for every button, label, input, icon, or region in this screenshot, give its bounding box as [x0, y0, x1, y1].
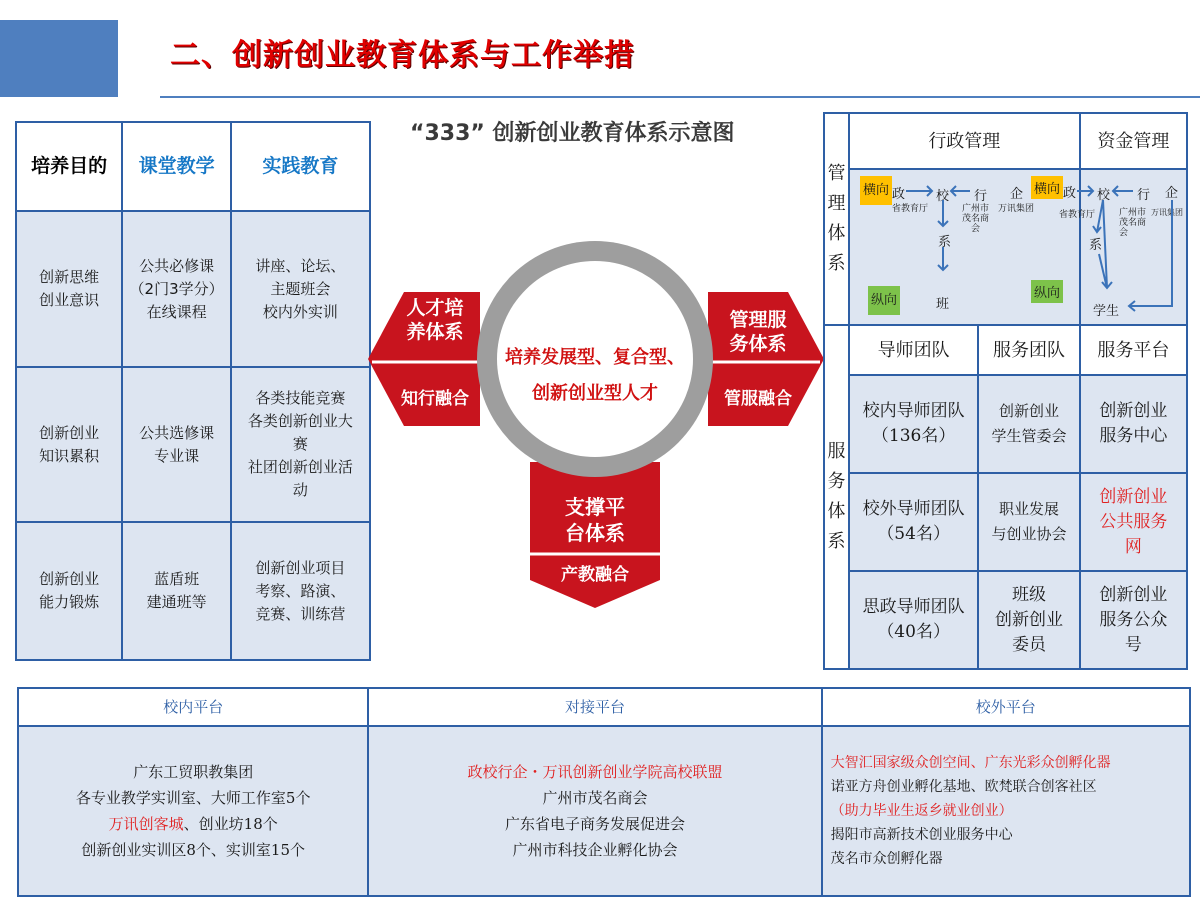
wanxun-maker-city: 万讯创客城: [108, 815, 184, 833]
service-team-cell: 创新创业 学生管委会: [978, 375, 1079, 473]
campus-item: 广东工贸职教集团: [133, 763, 254, 781]
classroom-cell: 公共选修课 专业课: [122, 367, 230, 522]
service-team-cell: 班级 创新创业 委员: [978, 571, 1079, 669]
header-classroom: 课堂教学: [122, 122, 230, 211]
admin-flow-arrows: [850, 170, 1030, 324]
gov-node: 政: [1063, 186, 1077, 201]
service-platform-cell: 创新创业 服务中心: [1080, 375, 1187, 473]
practice-cell: 创新创业项目 考察、路演、 竞赛、训练营: [231, 522, 370, 660]
campus-item: [20, 811, 366, 837]
partner-item: 政校行企・万讯创新创业学院高校联盟: [467, 763, 723, 781]
talent-system-label: 人才培 养体系: [406, 297, 464, 343]
management-service-label: 管服融合: [724, 389, 792, 409]
external-item: 诺亚方舟创业孵化基地、欧梵联合创客社区: [830, 779, 1097, 795]
campus-platform-cell: [18, 726, 368, 896]
external-item: 大智汇国家级众创空间、广东光彩众创孵化器: [830, 755, 1111, 771]
external-item: 茂名市众创孵化器: [830, 851, 943, 867]
goal-cell: 创新思维 创业意识: [16, 211, 122, 367]
support-platform-label: 支撑平 台体系: [565, 495, 625, 545]
enterprise-node: 企: [1165, 186, 1179, 201]
partner-platform-cell: [368, 726, 821, 896]
student-node: 学生: [1093, 304, 1120, 319]
classroom-cell: 公共必修课 （2门3学分） 在线课程: [122, 211, 230, 367]
mentor-cell: 思政导师团队 （40名）: [849, 571, 978, 669]
enterprise-node: 企: [1009, 187, 1023, 202]
company-sub: 万讯集团: [997, 204, 1034, 214]
funding-flow-arrows: [1029, 170, 1187, 324]
school-node: 校: [935, 189, 949, 204]
industry-education-label: 产教融合: [561, 565, 629, 585]
title-divider: [160, 96, 1200, 98]
service-system-side: 服 务 体 系: [824, 325, 849, 669]
gov-node: 政: [891, 187, 905, 202]
department-node: 系: [1089, 238, 1103, 253]
external-platform-header: 校外平台: [822, 688, 1190, 726]
support-platform-table: [17, 687, 1191, 897]
campus-item: 创新创业实训区8个、实训室15个: [81, 841, 306, 859]
management-system-side: 管 理 体 系: [824, 113, 849, 325]
gov-sub: 省教育厅: [1059, 210, 1096, 220]
knowledge-practice-label: 知行融合: [401, 389, 469, 409]
funding-management-header: 资金管理: [1080, 113, 1187, 169]
chamber-sub: 广州市 茂名商 会: [961, 204, 989, 234]
admin-management-header: 行政管理: [849, 113, 1080, 169]
mentor-cell: 校内导师团队 （136名）: [849, 375, 978, 473]
partner-item: 广州市茂名商会: [542, 789, 648, 807]
partner-item: 广东省电子商务发展促进会: [504, 815, 685, 833]
center-text-line1: 培养发展型、复合型、: [505, 347, 685, 368]
company-sub: 万讯集团: [1151, 208, 1183, 217]
partner-item: 广州市科技企业孵化协会: [512, 841, 678, 859]
school-node: 校: [1097, 188, 1111, 203]
header-practice: 实践教育: [231, 122, 370, 211]
vertical-tag: 纵向: [1031, 280, 1063, 303]
class-node: 班: [935, 297, 949, 312]
campus-item-suffix: 、创业坊18个: [183, 815, 278, 833]
gov-sub: 省教育厅: [891, 204, 928, 214]
vertical-tag: 纵向: [868, 286, 900, 315]
department-node: 系: [937, 235, 951, 250]
goal-cell: 创新创业 知识累积: [16, 367, 122, 522]
practice-cell: 讲座、论坛、 主题班会 校内外实训: [231, 211, 370, 367]
education-system-diagram: [368, 222, 826, 612]
funding-flow: [1029, 170, 1187, 324]
service-team-cell: 职业发展 与创业协会: [978, 473, 1079, 571]
external-platform-cell: [822, 726, 1190, 896]
chamber-sub: 广州市 茂名商 会: [1119, 208, 1147, 238]
header-accent-block: [0, 20, 118, 97]
campus-item: 各专业教学实训室、大师工作室5个: [75, 789, 311, 807]
external-item: （助力毕业生返乡就业创业）: [830, 803, 1013, 819]
management-system-label: 管理服 务体系: [729, 309, 787, 355]
service-platform-cell: 创新创业 公共服务 网: [1080, 473, 1187, 571]
industry-node: 行: [1137, 188, 1151, 203]
talent-training-table: [15, 121, 371, 661]
header-goal: 培养目的: [16, 122, 122, 211]
page-title: 二、创新创业教育体系与工作举措: [170, 38, 635, 73]
service-platform-header: 服务平台: [1080, 325, 1187, 375]
mentor-cell: 校外导师团队 （54名）: [849, 473, 978, 571]
center-text-line2: 创新创业型人才: [532, 383, 658, 404]
industry-node: 行: [973, 189, 987, 204]
partner-platform-header: 对接平台: [368, 688, 821, 726]
practice-cell: 各类技能竞赛 各类创新创业大 赛 社团创新创业活 动: [231, 367, 370, 522]
classroom-cell: 蓝盾班 建通班等: [122, 522, 230, 660]
service-team-header: 服务团队: [978, 325, 1079, 375]
diagram-title: “333” 创新创业教育体系示意图: [410, 121, 735, 146]
horizontal-tag: 横向: [860, 176, 892, 205]
campus-platform-header: 校内平台: [18, 688, 368, 726]
goal-cell: 创新创业 能力锻炼: [16, 522, 122, 660]
external-item: 揭阳市高新技术创业服务中心: [830, 827, 1013, 843]
mentor-team-header: 导师团队: [849, 325, 978, 375]
horizontal-tag: 横向: [1031, 176, 1063, 199]
service-platform-cell: 创新创业 服务公众 号: [1080, 571, 1187, 669]
